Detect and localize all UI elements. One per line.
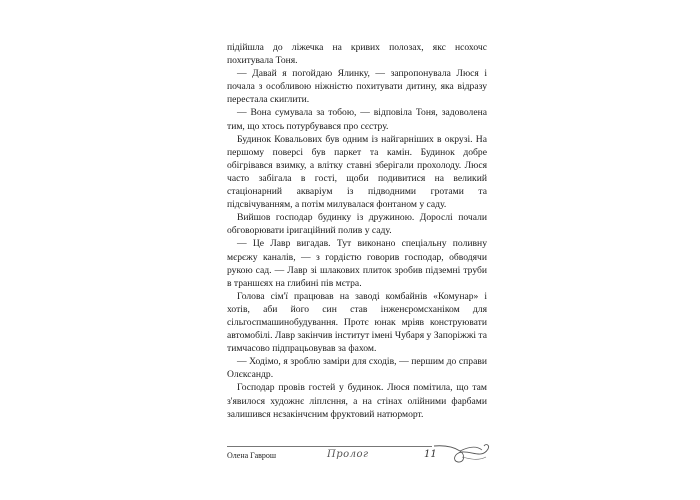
paragraph: Господар провів гостей у будинок. Люся помітила, що там з'явилося художнє ліплєння, а на стінах олійними фарбами залишився нєзакінчєним фруктовий натюрморт.	[227, 382, 487, 420]
paragraph: Будинок Ковальових був одним із найгарніших в окрузі. На першому поверсі був паркет та камін. Будинок добре обігрівався взимку, а влітку ставні зберігали прохолоду. Люся часто забігала в гості, щоби подивитися на великий стаціонарний акваріум із підводними гротами та підсвічуванням, а потім милувалася фонтаном у саду.	[227, 133, 487, 211]
paragraph: — Вона сумувала за тобою, — відповіла Тоня, задоволена тим, що хтось потурбувався про сєстру.	[227, 107, 487, 132]
paragraph: Голова сім'ї працював на заводі комбайнів «Комунар» і хотів, аби його син став інженєромсханіком для сільгоспмашинобудування. Протє юнак мріяв конструювати автомобілі. Лавр закінчив інститут імені Чубаря у Запоріжжі та тимчасово підпрацьовував за фахом.	[227, 290, 487, 355]
body-text	[227, 41, 487, 421]
paragraph: — Ходімо, я зроблю заміри для сходів, — першим до справи Олєксандр.	[227, 356, 487, 381]
paragraph: — Давай я погойдаю Ялинку, — запропонувала Люся і почала з особливою ніжністю похитувати дитину, яка відразу перестала скиглити.	[227, 68, 487, 106]
paragraph: — Це Лавр вигадав. Тут виконано спеціальну поливну мєрєжу каналів, — з гордістю говорив господар, обводячи рукою сад. — Лавр зі шлакових плиток зробив підземні труби в траншєях на глибині пів мєтра.	[227, 238, 487, 289]
paragraph: Вийшов господар будинку із дружиною. Дорослі почали обговорювати іригаційний полив у саду.	[227, 212, 487, 237]
footer-author: Олена Гаврош	[227, 451, 277, 460]
footer-section-title: Пролог	[327, 449, 369, 460]
page-number: 11	[424, 449, 437, 460]
ornamental-flourish-icon	[432, 437, 492, 467]
paragraph: підійшла до ліжечка на кривих полозах, якс нсохочс похитувала Тоня.	[227, 42, 487, 67]
footer-divider	[227, 446, 432, 447]
page-footer	[227, 443, 495, 473]
